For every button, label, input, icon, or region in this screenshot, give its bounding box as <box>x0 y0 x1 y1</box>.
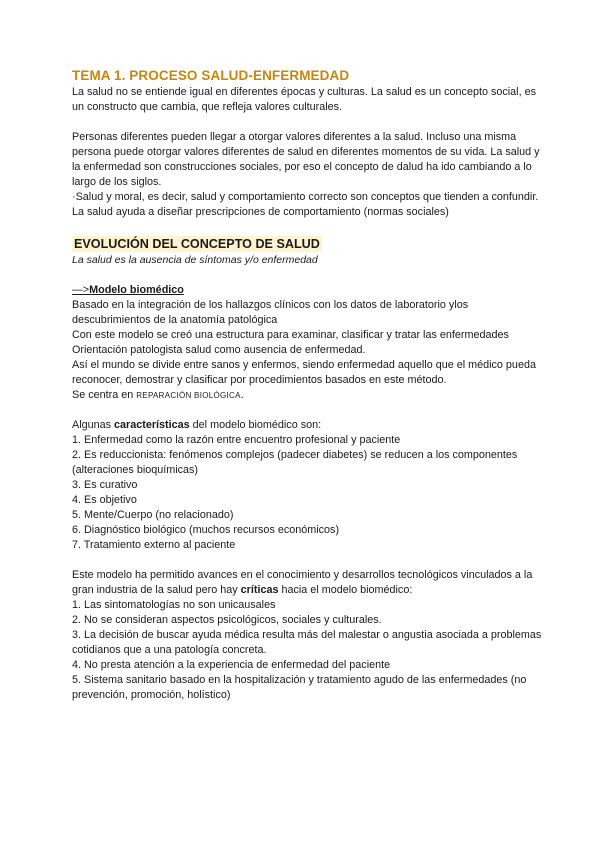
criticisms-list <box>72 598 542 703</box>
list-item: 5. Mente/Cuerpo (no relacionado) <box>72 509 234 521</box>
spacer <box>72 268 542 283</box>
document-content <box>72 68 542 703</box>
model-line-4: Así el mundo se divide entre sanos y enfermos, siendo enfermedad aquello que el médico pueda reconocer, demostrar y clasificar por procedimientos basados en este método. <box>72 359 536 386</box>
list-item: 3. Es curativo <box>72 479 138 491</box>
model-line-3: Orientación patologista salud como ausencia de enfermedad. <box>72 344 366 356</box>
page-title: TEMA 1. PROCESO SALUD-ENFERMEDAD <box>72 68 350 83</box>
arrow-icon: —> <box>72 284 90 296</box>
model-line-1: Basado en la integración de los hallazgos clínicos con los datos de laboratorio ylos descubrimientos de la anatomía patológica <box>72 299 469 326</box>
model-name: Modelo biomédico <box>89 284 184 296</box>
spacer <box>72 115 542 130</box>
model-line-5 <box>72 388 542 403</box>
list-item: 4. No presta atención a la experiencia de enfermedad del paciente <box>72 659 391 671</box>
intro-paragraph-2: Personas diferentes pueden llegar a otorgar valores diferentes a la salud. Incluso una misma persona puede otorgar valores diferentes de salud en diferentes momentos de su vida. La salud y la enfermedad son construcciones sociales, por eso el concepto de dalud ha ido cambiando a lo largo de los siglos. <box>72 131 540 188</box>
list-item: 7. Tratamiento externo al paciente <box>72 539 236 551</box>
list-item: 2. No se consideran aspectos psicológicos, sociales y culturales. <box>72 614 382 626</box>
criticisms-intro-prefix: Este modelo ha permitido avances en el conocimiento y desarrollos tecnológicos vinculados a la gran industria de la salud pero hay <box>72 569 533 596</box>
list-item: 3. La decisión de buscar ayuda médica resulta más del malestar o angustia asociada a problemas cotidianos que a una patología concreta. <box>72 629 542 656</box>
model-line-2: Con este modelo se creó una estructura para examinar, clasificar y tratar las enfermedades <box>72 329 509 341</box>
criticisms-intro-bold: críticas <box>240 584 279 596</box>
criticisms-intro <box>72 568 542 598</box>
characteristics-intro-prefix: Algunas <box>72 419 115 431</box>
intro-paragraph-3: ·Salud y moral, es decir, salud y comportamiento correcto son conceptos que tienden a confundir. La salud ayuda a diseñar prescripciones de comportamiento (normas sociales) <box>72 191 539 218</box>
list-item: 5. Sistema sanitario basado en la hospitalización y tratamiento agudo de las enfermedades (no prevención, promoción, holístico) <box>72 674 527 701</box>
list-item: 6. Diagnóstico biológico (muchos recursos económicos) <box>72 524 340 536</box>
model-line-5-smallcaps: REPARACIÓN BIOLÓGICA <box>136 391 241 400</box>
list-item: 2. Es reduccionista: fenómenos complejos (padecer diabetes) se reducen a los componentes (alteraciones bioquímicas) <box>72 449 518 476</box>
spacer <box>72 553 542 568</box>
model-heading <box>72 283 542 298</box>
model-line-5-prefix: Se centra en <box>72 389 137 401</box>
criticisms-intro-suffix: hacia el modelo biomédico: <box>278 584 413 596</box>
list-item: 1. Enfermedad como la razón entre encuentro profesional y paciente <box>72 434 401 446</box>
spacer <box>72 220 542 235</box>
characteristics-list <box>72 433 542 553</box>
characteristics-intro-suffix: del modelo biomédico son: <box>189 419 322 431</box>
characteristics-intro-bold: características <box>114 419 190 431</box>
spacer <box>72 403 542 418</box>
evolution-heading: EVOLUCIÓN DEL CONCEPTO DE SALUD <box>74 237 320 251</box>
evolution-subtitle: La salud es la ausencia de síntomas y/o enfermedad <box>72 254 318 266</box>
model-line-5-suffix: . <box>240 389 244 401</box>
characteristics-intro <box>72 418 542 433</box>
list-item: 4. Es objetivo <box>72 494 137 506</box>
intro-paragraph-1: La salud no se entiende igual en diferentes épocas y culturas. La salud es un concepto social, es un constructo que cambia, que refleja valores culturales. <box>72 86 536 113</box>
list-item: 1. Las sintomatologías no son unicausales <box>72 599 276 611</box>
